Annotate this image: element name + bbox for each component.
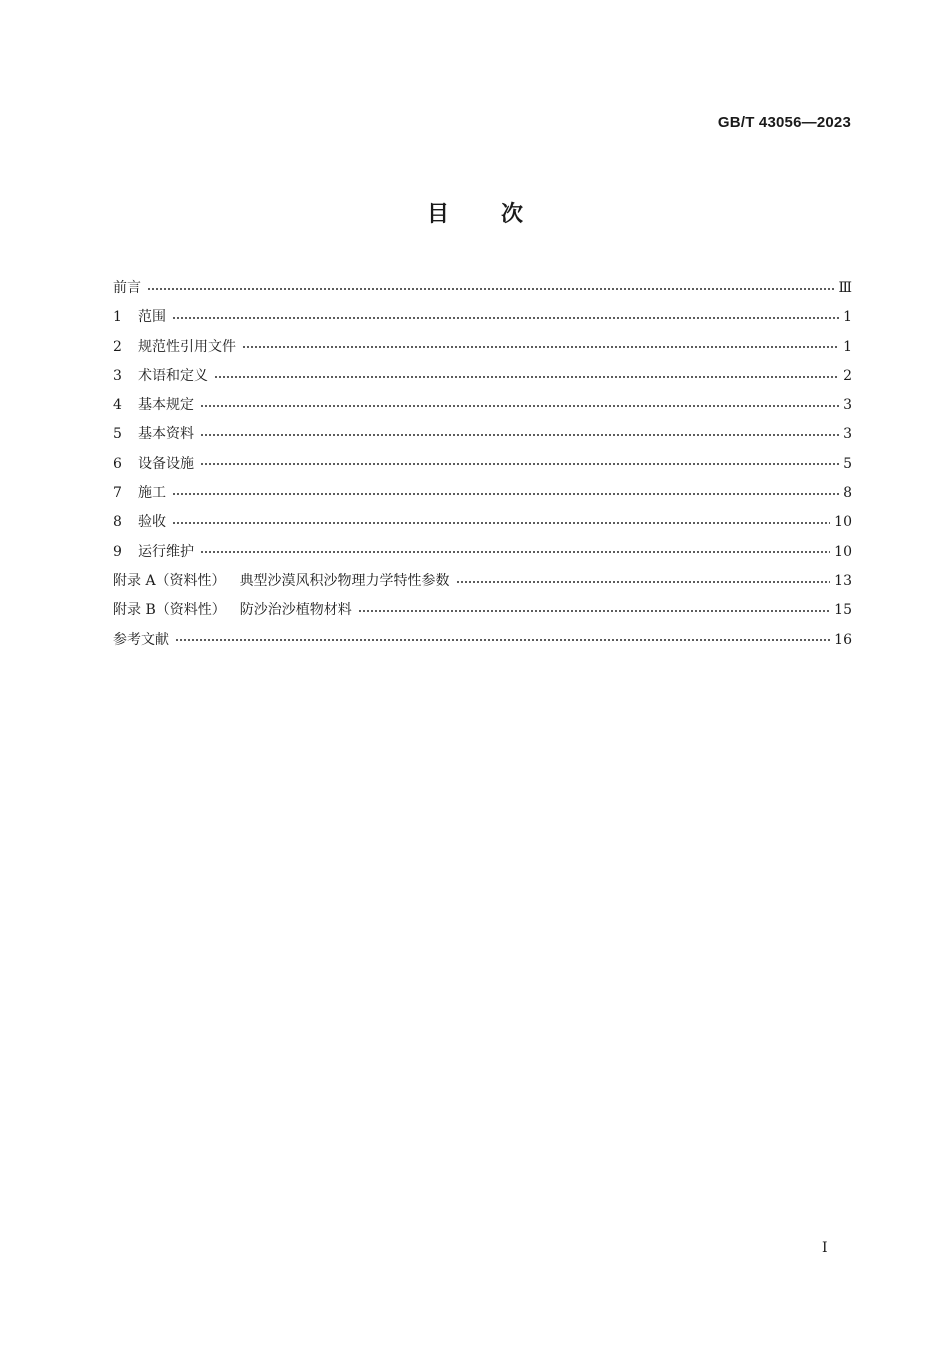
leader-dots bbox=[358, 605, 830, 617]
toc-entry-number: 1 bbox=[113, 309, 122, 326]
toc-entry-label: 典型沙漠风积沙物理力学特性参数 bbox=[239, 572, 450, 589]
toc-entry-number: 6 bbox=[113, 455, 122, 472]
leader-dots bbox=[200, 400, 839, 412]
toc-entry-page: 3 bbox=[843, 426, 852, 443]
table-of-contents bbox=[113, 274, 852, 655]
toc-entry-number: 8 bbox=[113, 514, 122, 531]
toc-entry-number: 2 bbox=[113, 338, 122, 355]
toc-entry-page: 10 bbox=[834, 514, 852, 531]
toc-entry-label: 术语和定义 bbox=[138, 367, 208, 384]
toc-entry-number: 7 bbox=[113, 485, 122, 502]
toc-entry-label: 防沙治沙植物材料 bbox=[239, 602, 352, 619]
toc-entry-annex-a[interactable] bbox=[113, 567, 852, 596]
toc-entry-page: 16 bbox=[834, 631, 852, 648]
toc-entry-basic-data[interactable] bbox=[113, 420, 852, 449]
leader-dots bbox=[172, 488, 839, 500]
leader-dots bbox=[200, 429, 839, 441]
toc-entry-page: 15 bbox=[834, 602, 852, 619]
toc-entry-label: 范围 bbox=[138, 309, 166, 326]
toc-entry-number: 9 bbox=[113, 543, 122, 560]
standard-code: GB/T 43056—2023 bbox=[717, 114, 851, 131]
leader-dots bbox=[175, 634, 830, 646]
toc-entry-page: 1 bbox=[843, 338, 852, 355]
toc-entry-label: 施工 bbox=[138, 485, 166, 502]
leader-dots bbox=[242, 341, 839, 353]
toc-entry-page: 8 bbox=[843, 485, 852, 502]
toc-entry-label: 设备设施 bbox=[138, 455, 194, 472]
toc-entry-page: Ⅲ bbox=[838, 280, 852, 296]
toc-entry-label: 前言 bbox=[113, 280, 141, 296]
toc-entry-page: 3 bbox=[843, 397, 852, 414]
leader-dots bbox=[456, 576, 831, 588]
toc-entry-page: 2 bbox=[843, 367, 852, 384]
toc-entry-page: 5 bbox=[843, 455, 852, 472]
toc-entry-number: 3 bbox=[113, 367, 122, 384]
toc-entry-label: 基本规定 bbox=[138, 397, 194, 414]
toc-entry-operation-maintenance[interactable] bbox=[113, 538, 852, 567]
footer-page-number: I bbox=[822, 1240, 828, 1256]
toc-entry-construction[interactable] bbox=[113, 479, 852, 508]
toc-entry-number: 4 bbox=[113, 397, 122, 414]
toc-entry-basic-provisions[interactable] bbox=[113, 391, 852, 420]
leader-dots bbox=[147, 283, 834, 295]
toc-entry-scope[interactable] bbox=[113, 303, 852, 332]
toc-entry-foreword[interactable] bbox=[113, 274, 852, 303]
leader-dots bbox=[200, 458, 839, 470]
toc-entry-label: 运行维护 bbox=[138, 543, 194, 560]
toc-title: 目次 bbox=[426, 202, 575, 227]
toc-entry-label: 基本资料 bbox=[138, 426, 194, 443]
leader-dots bbox=[172, 312, 839, 324]
toc-entry-label: 验收 bbox=[138, 514, 166, 531]
toc-entry-annex-designation: 附录 B（资料性） bbox=[113, 602, 226, 619]
toc-entry-annex-b[interactable] bbox=[113, 596, 852, 625]
toc-entry-annex-designation: 附录 A（资料性） bbox=[113, 572, 226, 589]
toc-entry-bibliography[interactable] bbox=[113, 626, 852, 655]
toc-entry-normative-references[interactable] bbox=[113, 333, 852, 362]
leader-dots bbox=[172, 517, 830, 529]
leader-dots bbox=[200, 546, 830, 558]
leader-dots bbox=[214, 371, 839, 383]
toc-entry-terms-definitions[interactable] bbox=[113, 362, 852, 391]
toc-entry-label: 规范性引用文件 bbox=[138, 338, 236, 355]
toc-entry-number: 5 bbox=[113, 426, 122, 443]
toc-entry-equipment-facilities[interactable] bbox=[113, 450, 852, 479]
toc-entry-page: 13 bbox=[834, 572, 852, 589]
toc-entry-acceptance[interactable] bbox=[113, 508, 852, 537]
toc-entry-page: 10 bbox=[834, 543, 852, 560]
toc-entry-page: 1 bbox=[843, 309, 852, 326]
toc-entry-label: 参考文献 bbox=[113, 631, 169, 648]
